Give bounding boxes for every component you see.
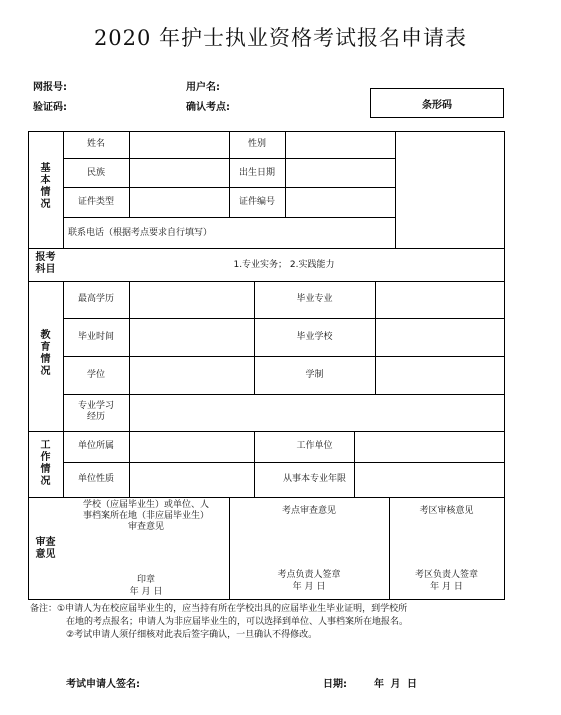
id-type-label: 证件类型	[77, 197, 114, 207]
subject-value: 1.专业实务； 2.实践能力	[233, 260, 335, 270]
major-label: 毕业专业	[296, 294, 333, 304]
page-title: 2020 年护士执业资格考试报名申请表	[93, 26, 468, 50]
site-review-label: 考点审查意见	[281, 506, 336, 516]
seal-label: 印章	[136, 575, 155, 585]
username-label: 用户名:	[186, 82, 220, 93]
verify-code-label: 验证码:	[33, 102, 67, 113]
date-label: 日期:	[323, 679, 347, 690]
employer-label: 工作单位	[296, 441, 333, 451]
section-basic-label: 基 本 情 况	[40, 163, 51, 210]
years-label: 从事本专业年限	[282, 474, 346, 484]
confirm-site-label: 确认考点:	[186, 102, 230, 113]
nature-label: 单位性质	[77, 474, 114, 484]
degree-label: 学位	[86, 370, 105, 380]
region-review-date: 年 月 日	[430, 582, 463, 592]
name-label: 姓名	[86, 139, 105, 149]
section-subject-label: 报考 科目	[35, 252, 56, 275]
school-review-label: 学校（应届毕业生）或单位、人 事档案所在地（非应届毕业生） 审查意见	[82, 500, 209, 532]
site-review-date: 年 月 日	[292, 582, 326, 592]
site-sign-label: 考点负责人签章	[277, 570, 341, 580]
note-line-1: 备注：①申请人为在校应届毕业生的，应当持有所在学校出具的应届毕业生毕业证明，到学校所	[30, 604, 408, 614]
ethnicity-label: 民族	[86, 168, 105, 178]
duration-label: 学制	[305, 370, 324, 380]
note-line-3: ②考试申请人须仔细核对此表后签字确认，一旦确认不得修改。	[66, 630, 318, 640]
signature-label: 考试申请人签名:	[66, 679, 140, 690]
school-review-date: 年 月 日	[129, 587, 163, 597]
net-no-label: 网报号:	[33, 82, 67, 93]
section-education-label: 教 育 情 况	[40, 330, 51, 377]
region-review-label: 考区审核意见	[419, 506, 474, 516]
gender-label: 性别	[247, 139, 266, 149]
region-sign-label: 考区负责人签章	[414, 570, 478, 580]
grad-time-label: 毕业时间	[77, 332, 114, 342]
school-label: 毕业学校	[296, 332, 333, 342]
study-history-label: 专业学习 经历	[77, 401, 114, 422]
highest-degree-label: 最高学历	[77, 294, 114, 304]
section-review-label: 审查 意见	[35, 537, 56, 560]
date-value: 年 月 日	[374, 679, 417, 690]
phone-label: 联系电话（根据考点要求自行填写）	[68, 228, 213, 238]
affiliation-label: 单位所属	[77, 441, 114, 451]
section-work-label: 工 作 情 况	[40, 440, 51, 487]
note-line-2: 在地的考点报名；申请人为非应届毕业生的，可以选择到单位、人事档案所在地报名。	[66, 617, 409, 627]
birth-date-label: 出生日期	[238, 168, 275, 178]
id-number-label: 证件编号	[238, 197, 275, 207]
barcode-box: 条形码	[370, 88, 504, 118]
